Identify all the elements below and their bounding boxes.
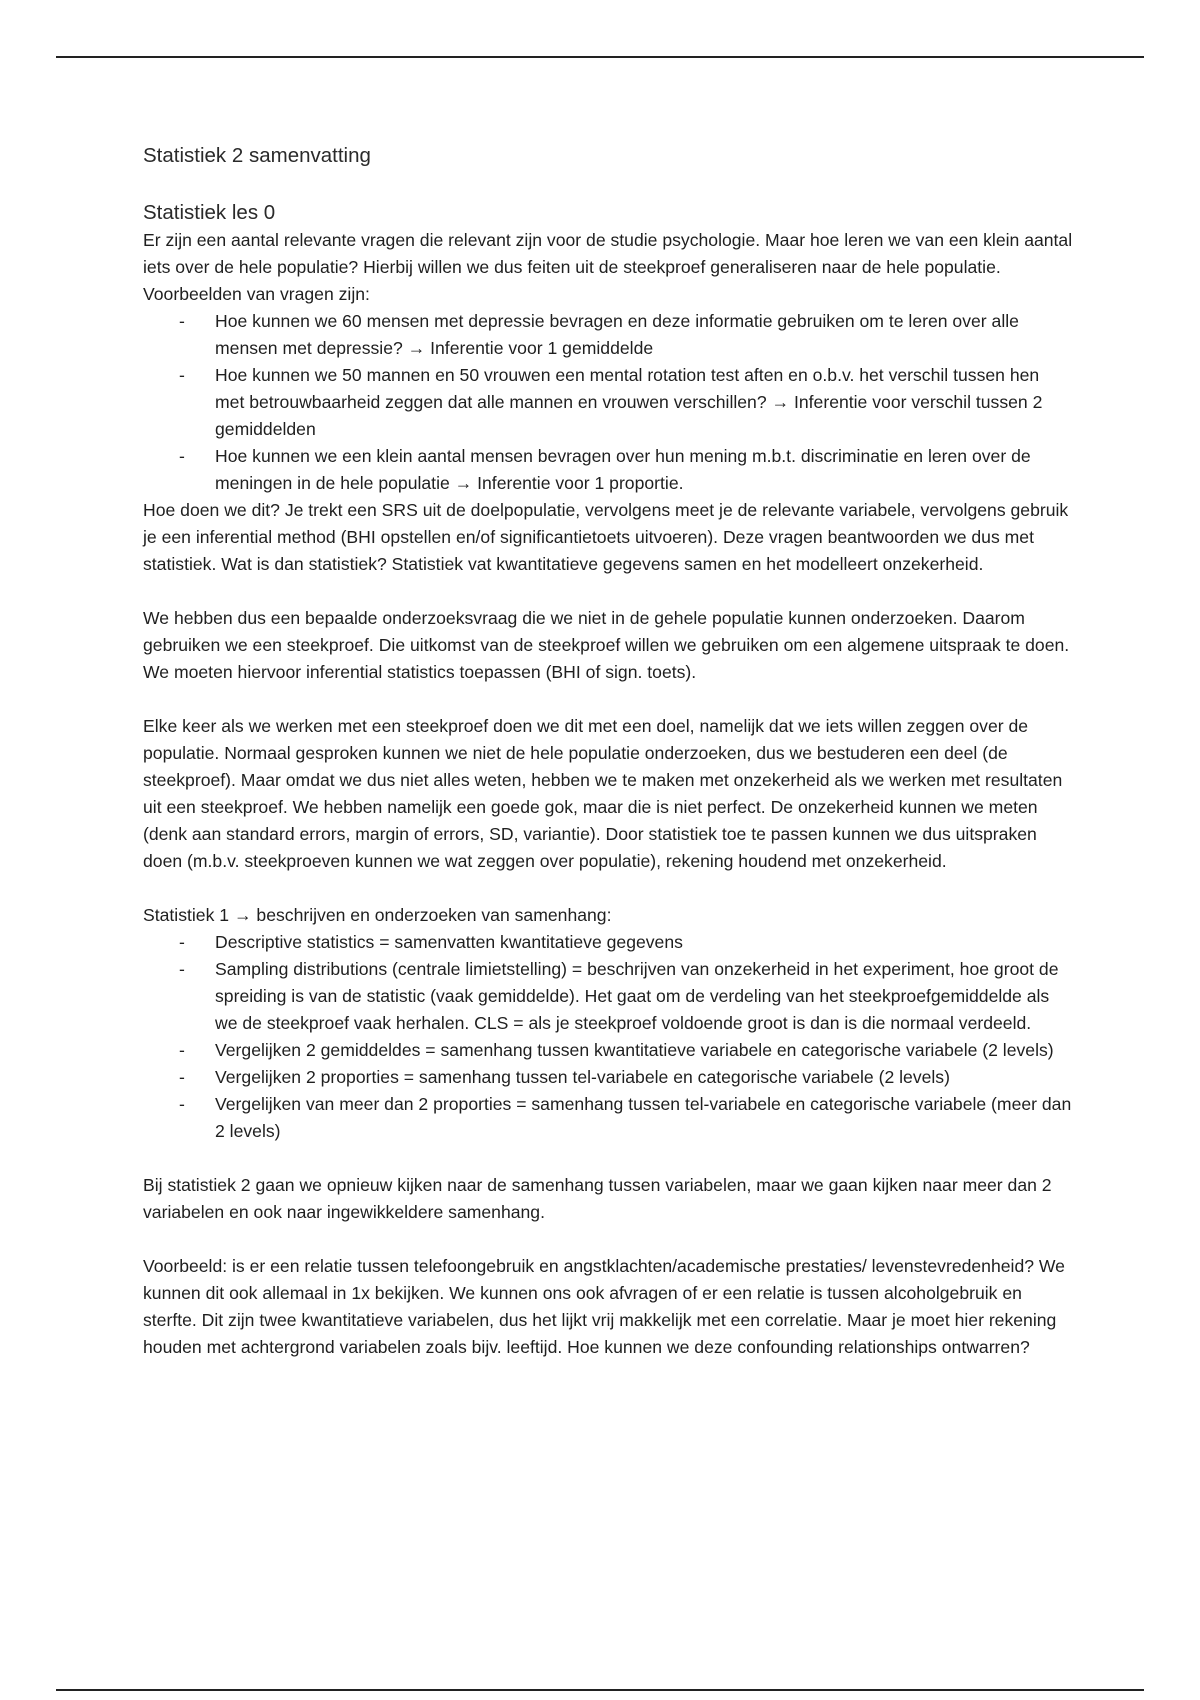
- stat2-paragraph: Bij statistiek 2 gaan we opnieuw kijken naar de samenhang tussen variabelen, maar we gaan kijken naar meer dan 2 variabelen en ook naar ingewikkeldere samenhang.: [143, 1175, 1052, 1222]
- document-title: Statistiek 2 samenvatting: [143, 144, 371, 167]
- list-item: - Hoe kunnen we 60 mensen met depressie bevragen en deze informatie gebruiken om te leren over alle mensen met depressie? → Inferentie voor 1 gemiddelde: [215, 308, 1073, 362]
- list-item: - Vergelijken 2 proporties = samenhang tussen tel-variabele en categorische variabele (2 levels): [215, 1064, 1073, 1091]
- list-item: - Vergelijken van meer dan 2 proporties = samenhang tussen tel-variabele en categorische variabele (meer dan 2 levels): [215, 1091, 1073, 1145]
- footer-rule: [56, 1689, 1144, 1691]
- header-rule: [56, 56, 1144, 58]
- list-item: - Descriptive statistics = samenvatten kwantitatieve gegevens: [215, 929, 1073, 956]
- method-paragraph: Hoe doen we dit? Je trekt een SRS uit de doelpopulatie, vervolgens meet je de relevante variabele, vervolgens gebruik je een inferential method (BHI opstellen en/of significantietoets uitvoeren). Deze vragen beantwoorden we dus met statistiek. Wat is dan statistiek? Statistiek vat kwantitatieve gegevens samen en het modelleert onzekerheid.: [143, 500, 1069, 574]
- list-item: - Hoe kunnen we 50 mannen en 50 vrouwen een mental rotation test aften en o.b.v. het verschil tussen hen met betrouwbaarheid zeggen dat alle mannen en vrouwen verschillen? → Inferentie voor verschil tussen 2 gemiddelden: [215, 362, 1073, 443]
- list-item: - Sampling distributions (centrale limietstelling) = beschrijven van onzekerheid in het experiment, hoe groot de spreiding is van de statistic (vaak gemiddelde). Het gaat om de verdeling van het steekproefgemiddelde als we de steekproef vaak herhalen. CLS = als je steekproef voldoende groot is dan is die normaal verdeeld.: [215, 956, 1073, 1037]
- document-body: [143, 142, 1073, 1361]
- research-question-paragraph: We hebben dus een bepaalde onderzoeksvraag die we niet in de gehele populatie kunnen onderzoeken. Daarom gebruiken we een steekproef. Die uitkomst van de steekproef willen we gebruiken om een algemene uitspraak te doen. We moeten hiervoor inferential statistics toepassen (BHI of sign. toets).: [143, 608, 1070, 682]
- stat1-heading: Statistiek 1 → beschrijven en onderzoeken van samenhang:: [143, 905, 612, 925]
- question-list: [143, 308, 1073, 497]
- intro-paragraph: Er zijn een aantal relevante vragen die relevant zijn voor de studie psychologie. Maar hoe leren we van een klein aantal iets over de hele populatie? Hierbij willen we dus feiten uit de steekproef generaliseren naar de hele populatie. Voorbeelden van vragen zijn:: [143, 230, 1073, 304]
- uncertainty-paragraph: Elke keer als we werken met een steekproef doen we dit met een doel, namelijk dat we iets willen zeggen over de populatie. Normaal gesproken kunnen we niet de hele populatie onderzoeken, dus we bestuderen een deel (de steekproef). Maar omdat we dus niet alles weten, hebben we te maken met onzekerheid als we werken met resultaten uit een steekproef. We hebben namelijk een goede gok, maar die is niet perfect. De onzekerheid kunnen we meten (denk aan standard errors, margin of errors, SD, variantie). Door statistiek toe te passen kunnen we dus uitspraken doen (m.b.v. steekproeven kunnen we wat zeggen over populatie), rekening houdend met onzekerheid.: [143, 716, 1063, 871]
- list-item: - Vergelijken 2 gemiddeldes = samenhang tussen kwantitatieve variabele en categorische variabele (2 levels): [215, 1037, 1073, 1064]
- section-title: Statistiek les 0: [143, 201, 276, 224]
- stat1-list: [143, 929, 1073, 1145]
- example-paragraph: Voorbeeld: is er een relatie tussen telefoongebruik en angstklachten/academische prestaties/ levenstevredenheid? We kunnen dit ook allemaal in 1x bekijken. We kunnen ons ook afvragen of er een relatie is tussen alcoholgebruik en sterfte. Dit zijn twee kwantitatieve variabelen, dus het lijkt vrij makkelijk met een correlatie. Maar je moet hier rekening houden met achtergrond variabelen zoals bijv. leeftijd. Hoe kunnen we deze confounding relationships ontwarren?: [143, 1256, 1065, 1357]
- list-item: - Hoe kunnen we een klein aantal mensen bevragen over hun mening m.b.t. discriminatie en leren over de meningen in de hele populatie → Inferentie voor 1 proportie.: [215, 443, 1073, 497]
